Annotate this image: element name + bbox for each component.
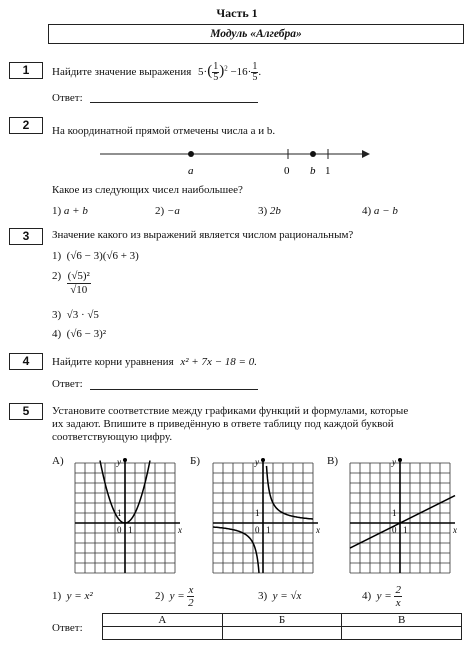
question-1-prompt: Найдите значение выражения: [52, 66, 192, 79]
origin-label: 0: [392, 525, 397, 535]
y-axis-label: y: [117, 457, 121, 467]
answer-cell-c[interactable]: [342, 627, 462, 640]
answer-field-4[interactable]: [90, 377, 258, 390]
x-axis-label: x: [316, 525, 320, 535]
question-number-1: 1: [9, 62, 43, 79]
graph-b-curve-right: [267, 466, 314, 519]
number-line-arrow: [362, 150, 370, 158]
y-one-label: 1: [255, 508, 260, 518]
question-4-text: [52, 356, 257, 368]
y-one-label: 1: [392, 508, 397, 518]
question-number-4: 4: [9, 353, 43, 370]
expr-coef: 5·: [198, 66, 208, 79]
point-b: [310, 151, 316, 157]
y-axis-arrow: [398, 458, 402, 462]
q3-option-2[interactable]: 2) $\frac{\text{(√5)²}}{√10}$: [52, 270, 90, 296]
answer-table-header-c: В: [342, 614, 462, 627]
expr-power: 2: [224, 64, 228, 73]
formula-2: 2) y = $\frac{x}{2}$: [155, 584, 194, 609]
y-axis-arrow: [261, 458, 265, 462]
question-1-expression: 5·( $\frac{1}{5}$ )$^2$ −16· $\frac{1}{5}$ .: [198, 61, 262, 83]
q2-option-2[interactable]: 2) −a: [155, 205, 180, 217]
label-one: 1: [325, 165, 331, 177]
question-2-question: Какое из следующих чисел наибольшее?: [52, 184, 243, 196]
question-3-text: Значение какого из выражений является числом рациональным?: [52, 229, 354, 241]
question-number-2: 2: [9, 117, 43, 134]
answer-field-1[interactable]: [90, 90, 258, 103]
formula-3: 3) y = √x: [258, 590, 302, 602]
question-5-text: Установите соответствие между графиками функций и формулами, которые их задают. Впишите в приведённую в ответе таблицу под каждой буквой соответствующую цифру.: [52, 405, 409, 443]
y-one-label: 1: [117, 508, 122, 518]
answer-cell-b[interactable]: [222, 627, 342, 640]
graph-label-b: Б): [190, 455, 200, 467]
expr-fraction: $\frac{1}{5}$: [213, 61, 219, 83]
graph-b: [208, 458, 318, 578]
graph-a: [70, 458, 180, 578]
label-a: a: [188, 165, 194, 177]
label-b: b: [310, 165, 316, 177]
graph-b-curve-left: [213, 527, 259, 573]
answer-label-1: Ответ:: [52, 92, 83, 104]
answer-label-4: Ответ:: [52, 378, 83, 390]
graph-label-a: А): [52, 455, 64, 467]
question-1-text: [52, 62, 261, 83]
number-line: [100, 144, 370, 180]
x-one-label: 1: [128, 525, 133, 535]
question-4-prompt: Найдите корни уравнения: [52, 356, 174, 368]
module-title: Модуль «Алгебра»: [48, 24, 464, 44]
answer-table-header-b: Б: [222, 614, 342, 627]
question-number-5: 5: [9, 403, 43, 420]
expr-minus: −16·: [230, 66, 252, 79]
x-axis-label: x: [178, 525, 182, 535]
point-a: [188, 151, 194, 157]
answer-table: [102, 613, 462, 640]
label-zero: 0: [284, 165, 290, 177]
question-2-text: На координатной прямой отмечены числа a и b.: [52, 125, 276, 137]
q2-option-1[interactable]: 1) a + b: [52, 205, 88, 217]
question-4-equation: x² + 7x − 18 = 0.: [180, 356, 257, 368]
answer-cell-a[interactable]: [103, 627, 223, 640]
x-axis-label: x: [453, 525, 457, 535]
part-title: Часть 1: [216, 6, 258, 20]
graph-c: [345, 458, 455, 578]
answer-label-5: Ответ:: [52, 622, 83, 634]
formula-1: 1) y = x²: [52, 590, 93, 602]
y-axis-arrow: [123, 458, 127, 462]
q3-option-4[interactable]: 4) (√6 − 3)²: [52, 328, 107, 340]
origin-label: 0: [255, 525, 260, 535]
formula-4: 4) y = $\frac{2}{x}$: [362, 584, 401, 609]
q3-option-3[interactable]: 3) √3 · √5: [52, 309, 99, 321]
q3-option-1[interactable]: 1) (√6 − 3)(√6 + 3): [52, 250, 139, 262]
q2-option-4[interactable]: 4) a − b: [362, 205, 398, 217]
x-one-label: 1: [403, 525, 408, 535]
q2-option-3[interactable]: 3) 2b: [258, 205, 281, 217]
origin-label: 0: [117, 525, 122, 535]
x-one-label: 1: [266, 525, 271, 535]
y-axis-label: y: [392, 457, 396, 467]
question-number-3: 3: [9, 228, 43, 245]
y-axis-label: y: [255, 457, 259, 467]
expr-fraction-2: $\frac{1}{5}$: [252, 61, 258, 83]
answer-table-header-a: А: [103, 614, 223, 627]
graph-label-c: В): [327, 455, 338, 467]
